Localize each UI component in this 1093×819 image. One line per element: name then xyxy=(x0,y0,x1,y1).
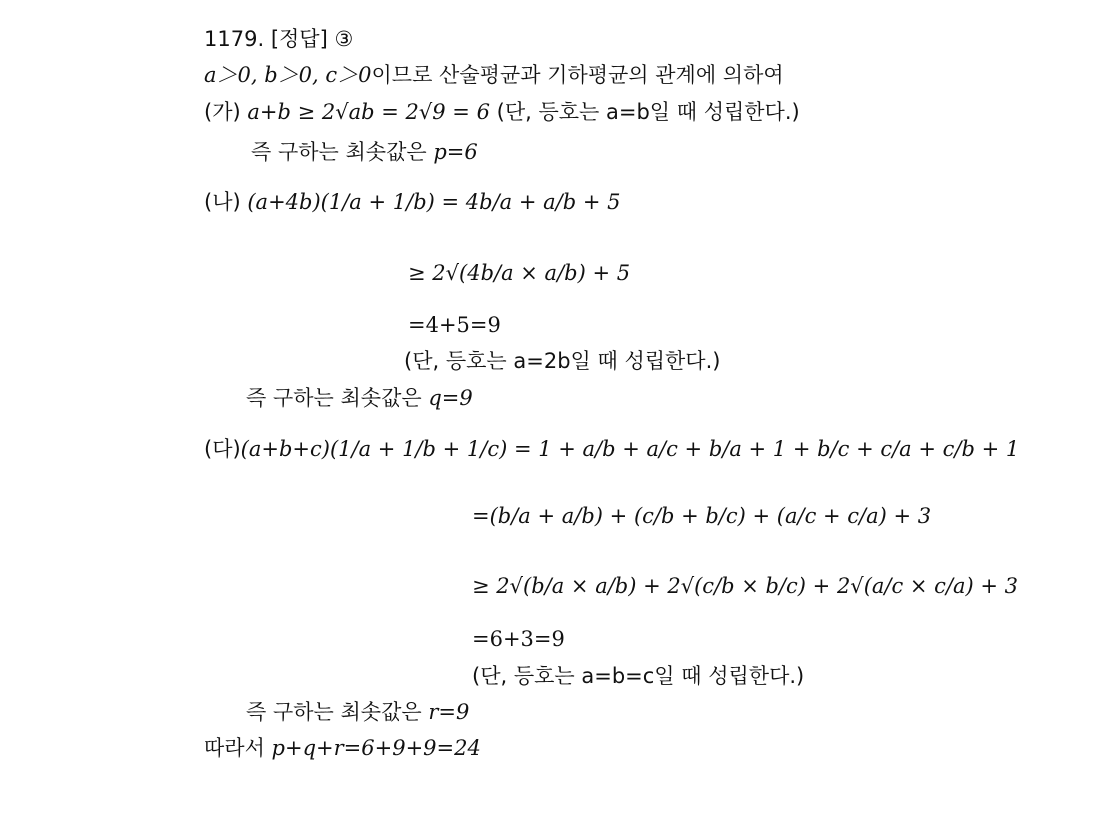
part-na-conclusion-value: q=9 xyxy=(428,386,473,410)
part-ga-conclusion xyxy=(251,138,478,166)
intro-text: 이므로 산술평균과 기하평균의 관계에 의하여 xyxy=(371,63,784,87)
part-da-conclusion-text: 즉 구하는 최솟값은 xyxy=(246,700,422,724)
part-na-step2: ≥ 2√(4b/a × a/b) + 5 xyxy=(408,261,631,285)
part-da-label: (다) xyxy=(204,437,241,461)
part-da-conclusion xyxy=(246,698,469,726)
final-expression: p+q+r=6+9+9=24 xyxy=(271,736,481,760)
part-na-note: (단, 등호는 a=2b일 때 성립한다.) xyxy=(404,349,721,373)
part-ga-conclusion-value: p=6 xyxy=(433,140,478,164)
part-na-label: (나) xyxy=(204,190,241,214)
part-da-note: (단, 등호는 a=b=c일 때 성립한다.) xyxy=(472,664,805,688)
positivity-condition: a＞0, b＞0, c＞0 xyxy=(204,63,372,87)
answer-label: [정답] xyxy=(270,27,328,51)
part-na-line xyxy=(204,188,620,216)
answer-value: ③ xyxy=(334,27,354,51)
part-ga-expression: a+b ≥ 2√ab = 2√9 = 6 xyxy=(247,100,490,124)
final-text: 따라서 xyxy=(204,736,265,760)
problem-number: 1179. xyxy=(204,27,265,51)
part-na-step3: =4+5=9 xyxy=(408,313,501,337)
part-da-step4: =6+3=9 xyxy=(472,627,565,651)
part-na-lhs: (a+4b)(1/a + 1/b) = 4b/a + a/b + 5 xyxy=(247,190,621,214)
part-ga-note: (단, 등호는 a=b일 때 성립한다.) xyxy=(496,100,800,124)
part-ga-label: (가) xyxy=(204,100,241,124)
part-da-conclusion-value: r=9 xyxy=(428,700,470,724)
part-da-line xyxy=(204,435,1019,463)
problem-header xyxy=(204,25,353,53)
final-line xyxy=(204,734,481,762)
part-na-conclusion-text: 즉 구하는 최솟값은 xyxy=(246,386,422,410)
intro-line xyxy=(204,61,784,89)
part-da-step3: ≥ 2√(b/a × a/b) + 2√(c/b × b/c) + 2√(a/c × c/a) + 3 xyxy=(472,574,1019,598)
part-ga-line xyxy=(204,98,800,126)
part-ga-conclusion-text: 즉 구하는 최솟값은 xyxy=(251,140,427,164)
part-da-step2: =(b/a + a/b) + (c/b + b/c) + (a/c + c/a) + 3 xyxy=(472,504,932,528)
part-da-lhs: (a+b+c)(1/a + 1/b + 1/c) = 1 + a/b + a/c + b/a + 1 + b/c + c/a + c/b + 1 xyxy=(240,437,1020,461)
part-na-conclusion xyxy=(246,384,473,412)
